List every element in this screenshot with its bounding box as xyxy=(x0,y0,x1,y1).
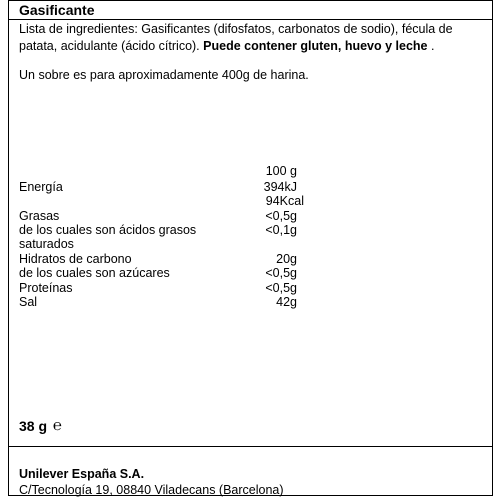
usage-note: Un sobre es para aproximadamente 400g de harina. xyxy=(19,68,309,82)
nutrition-label: Energía xyxy=(19,180,63,194)
estimated-sign-icon: ℮ xyxy=(53,417,63,434)
manufacturer-address: C/Tecnología 19, 08840 Viladecans (Barcelona) xyxy=(19,483,284,497)
allergen-warning: Puede contener gluten, huevo y leche xyxy=(203,39,428,53)
nutrition-value: <0,5g xyxy=(265,209,297,223)
nutrition-value: 394kJ xyxy=(263,180,297,194)
nutrition-label: Hidratos de carbono xyxy=(19,252,132,266)
nutrition-value: 42g xyxy=(276,295,297,309)
nutrition-label: saturados xyxy=(19,237,74,251)
nutrition-value: <0,5g xyxy=(265,266,297,280)
product-title: Gasificante xyxy=(19,2,95,18)
divider-top xyxy=(9,19,492,20)
nutrition-value: <0,1g xyxy=(265,223,297,237)
net-weight: 38 g xyxy=(19,418,48,434)
nutrition-label: Sal xyxy=(19,295,38,309)
nutrition-header: 100 g xyxy=(265,164,297,178)
nutrition-label: Grasas xyxy=(19,209,60,223)
ingredients-text xyxy=(19,21,489,55)
nutrition-label: de los cuales son ácidos grasos xyxy=(19,223,197,237)
ingredients-list: Lista de ingredientes: Gasificantes (difosfatos, carbonatos de sodio), fécula de patata, acidulante (ácido cítrico). xyxy=(19,22,453,53)
divider-bottom xyxy=(9,446,492,447)
nutrition-value: 20g xyxy=(276,252,297,266)
nutrition-value: <0,5g xyxy=(265,281,297,295)
manufacturer-name: Unilever España S.A. xyxy=(19,467,145,481)
nutrition-label: Proteínas xyxy=(19,281,73,295)
nutrition-label: de los cuales son azúcares xyxy=(19,266,170,280)
nutrition-value: 94Kcal xyxy=(265,194,304,208)
label-frame xyxy=(8,0,493,496)
ingredients-end: . xyxy=(427,39,435,53)
